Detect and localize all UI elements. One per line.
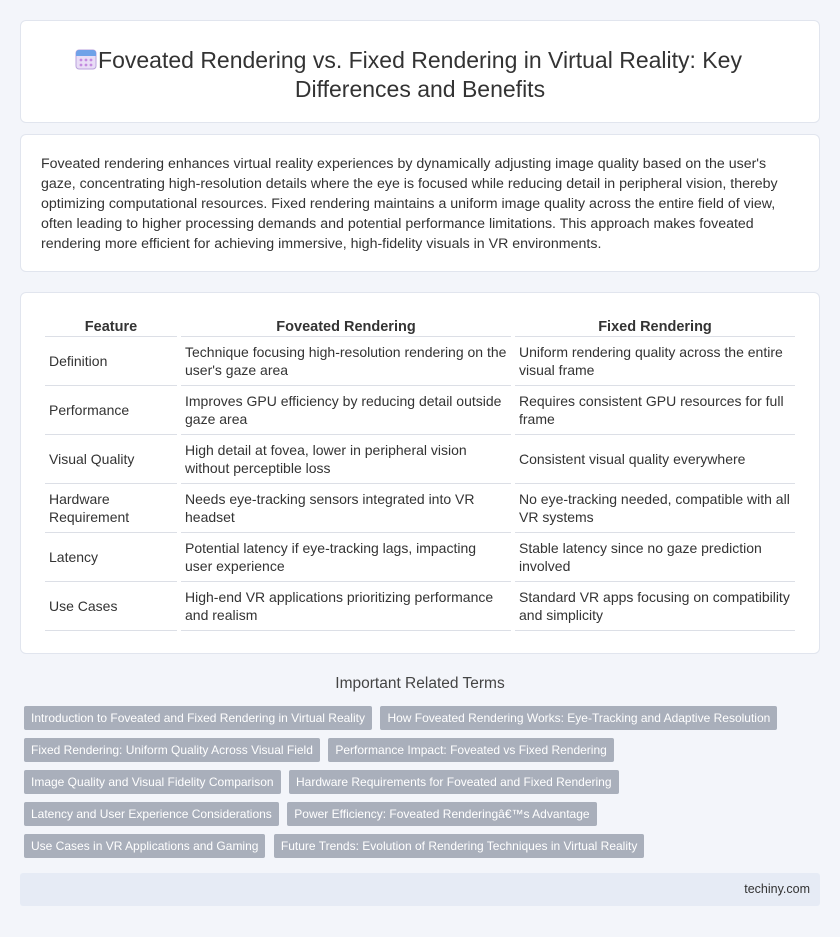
footer-site-link[interactable]: techiny.com [744, 882, 810, 896]
table-cell-feature: Latency [45, 533, 177, 582]
footer [20, 873, 820, 906]
table-cell-fixed: Requires consistent GPU resources for full frame [515, 386, 795, 435]
related-term-tag[interactable]: How Foveated Rendering Works: Eye-Tracking and Adaptive Resolution [380, 706, 777, 730]
page-title: Foveated Rendering vs. Fixed Rendering in Virtual Reality: Key Differences and Benefits [98, 47, 742, 102]
table-cell-fixed: No eye-tracking needed, compatible with all VR systems [515, 484, 795, 533]
column-header-feature: Feature [45, 317, 177, 337]
table-cell-feature: Definition [45, 337, 177, 386]
related-terms-list [24, 706, 820, 866]
intro-paragraph: Foveated rendering enhances virtual reality experiences by dynamically adjusting image quality based on the user's gaze, concentrating high-resolution details where the eye is focused while reducing detail in peripheral vision, thereby optimizing computational resources. Fixed rendering maintains a uniform image quality across the entire field of view, often leading to higher processing demands and potential performance limitations. This approach makes foveated rendering more efficient for achieving immersive, high-fidelity visuals in VR environments. [41, 156, 778, 252]
table-cell-feature: Performance [45, 386, 177, 435]
column-header-foveated: Foveated Rendering [181, 317, 511, 337]
related-term-tag[interactable]: Introduction to Foveated and Fixed Rendering in Virtual Reality [24, 706, 372, 730]
table-row [45, 582, 795, 631]
column-header-fixed: Fixed Rendering [515, 317, 795, 337]
table-cell-feature: Visual Quality [45, 435, 177, 484]
table-cell-foveated: Needs eye-tracking sensors integrated into VR headset [181, 484, 511, 533]
table-row [45, 533, 795, 582]
table-cell-foveated: Technique focusing high-resolution rendering on the user's gaze area [181, 337, 511, 386]
table-cell-fixed: Stable latency since no gaze prediction involved [515, 533, 795, 582]
related-term-tag[interactable]: Fixed Rendering: Uniform Quality Across Visual Field [24, 738, 320, 762]
table-row [45, 484, 795, 533]
comparison-card [20, 292, 820, 654]
title-card [20, 20, 820, 123]
table-cell-foveated: High-end VR applications prioritizing performance and realism [181, 582, 511, 631]
table-row [45, 386, 795, 435]
related-term-tag[interactable]: Use Cases in VR Applications and Gaming [24, 834, 265, 858]
related-term-tag[interactable]: Performance Impact: Foveated vs Fixed Rendering [328, 738, 613, 762]
table-cell-fixed: Uniform rendering quality across the entire visual frame [515, 337, 795, 386]
related-term-tag[interactable]: Latency and User Experience Considerations [24, 802, 279, 826]
table-cell-foveated: Improves GPU efficiency by reducing detail outside gaze area [181, 386, 511, 435]
comparison-table [41, 317, 799, 631]
table-cell-fixed: Standard VR apps focusing on compatibility and simplicity [515, 582, 795, 631]
related-term-tag[interactable]: Power Efficiency: Foveated Renderingâ€™s Advantage [287, 802, 596, 826]
intro-card [20, 134, 820, 272]
related-terms-heading: Important Related Terms [335, 675, 505, 692]
table-cell-feature: Use Cases [45, 582, 177, 631]
table-cell-fixed: Consistent visual quality everywhere [515, 435, 795, 484]
table-header-row [45, 317, 795, 337]
table-row [45, 337, 795, 386]
table-row [45, 435, 795, 484]
related-term-tag[interactable]: Future Trends: Evolution of Rendering Techniques in Virtual Reality [274, 834, 644, 858]
table-cell-feature: Hardware Requirement [45, 484, 177, 533]
related-term-tag[interactable]: Hardware Requirements for Foveated and Fixed Rendering [289, 770, 619, 794]
table-cell-foveated: Potential latency if eye-tracking lags, impacting user experience [181, 533, 511, 582]
related-term-tag[interactable]: Image Quality and Visual Fidelity Comparison [24, 770, 281, 794]
table-cell-foveated: High detail at fovea, lower in peripheral vision without perceptible loss [181, 435, 511, 484]
